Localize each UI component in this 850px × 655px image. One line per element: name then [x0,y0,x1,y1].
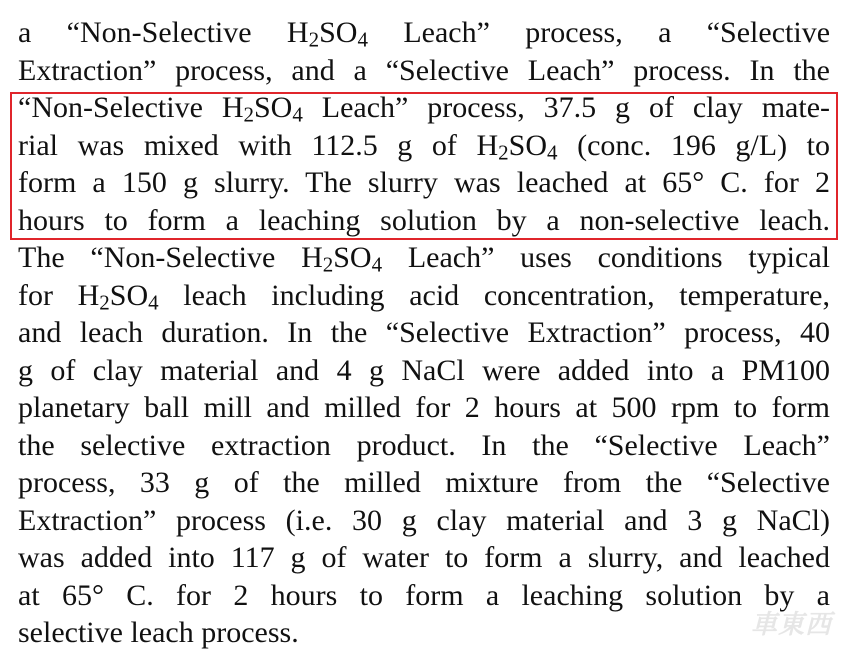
text-segment: rial was mixed with 112.5 g of H [18,128,499,162]
text-segment: and leach duration. In the “Selective Extraction” process, 40 [18,316,830,349]
document-page [18,14,830,652]
text-line [18,277,830,315]
text-segment: process, 33 g of the milled mixture from the “Selective [18,466,830,499]
subscript: 4 [371,252,383,277]
text-segment: planetary ball mill and milled for 2 hours at 500 rpm to form [18,391,830,424]
subscript: 4 [292,102,303,127]
text-line [18,202,830,240]
text-segment: SO [319,16,358,49]
text-segment: hours to form a leaching solution by a non-selective leach. [18,203,830,237]
text-line [18,352,830,390]
subscript: 4 [357,27,368,52]
text-segment: Extraction” process, and a “Selective Leach” process. In the [18,53,830,87]
subscript: 2 [322,252,334,277]
text-segment: SO [508,128,548,162]
text-segment: leach including acid concentration, temperature, [158,278,830,312]
text-segment: Leach” process, 37.5 g of clay mate- [302,91,830,124]
text-line [18,614,830,652]
text-segment: “Non-Selective H [18,91,244,124]
text-segment: Leach” process, a “Selective [367,16,831,49]
text-segment: for H [18,278,100,312]
text-segment: Extraction” process (i.e. 30 g clay material and 3 g NaCl) [18,503,830,537]
text-segment: selective leach process. [18,616,299,649]
text-segment: a “Non-Selective H [18,16,309,49]
subscript: 4 [547,140,558,165]
text-segment: at 65° C. for 2 hours to form a leaching solution by a [18,578,830,612]
body-paragraph [18,14,830,652]
subscript: 2 [498,140,509,165]
text-segment: (conc. 196 g/L) to [557,128,830,162]
text-segment: SO [333,241,372,274]
text-line [18,389,830,427]
text-line [18,314,830,352]
text-line [18,577,830,615]
text-line [18,14,830,52]
text-segment: the selective extraction product. In the “Selective Leach” [18,428,830,462]
text-line [18,502,830,540]
text-segment: SO [254,91,293,124]
subscript: 2 [308,27,320,52]
text-segment: g of clay material and 4 g NaCl were added into a PM100 [18,353,830,387]
watermark-logo: 車東西 [750,610,832,640]
subscript: 2 [243,102,254,127]
text-line [18,164,830,202]
text-line [18,427,830,465]
text-segment: was added into 117 g of water to form a slurry, and leached [18,541,830,574]
text-line [18,52,830,90]
text-segment: Leach” uses conditions typical [382,241,830,274]
text-line [18,239,830,277]
text-line [18,464,830,502]
text-segment: The “Non-Selective H [18,241,323,274]
text-line [18,539,830,577]
subscript: 2 [99,290,110,315]
subscript: 4 [148,290,159,315]
text-line [18,89,830,127]
text-segment: SO [109,278,149,312]
text-line [18,127,830,165]
text-segment: form a 150 g slurry. The slurry was leached at 65° C. for 2 [18,166,830,199]
